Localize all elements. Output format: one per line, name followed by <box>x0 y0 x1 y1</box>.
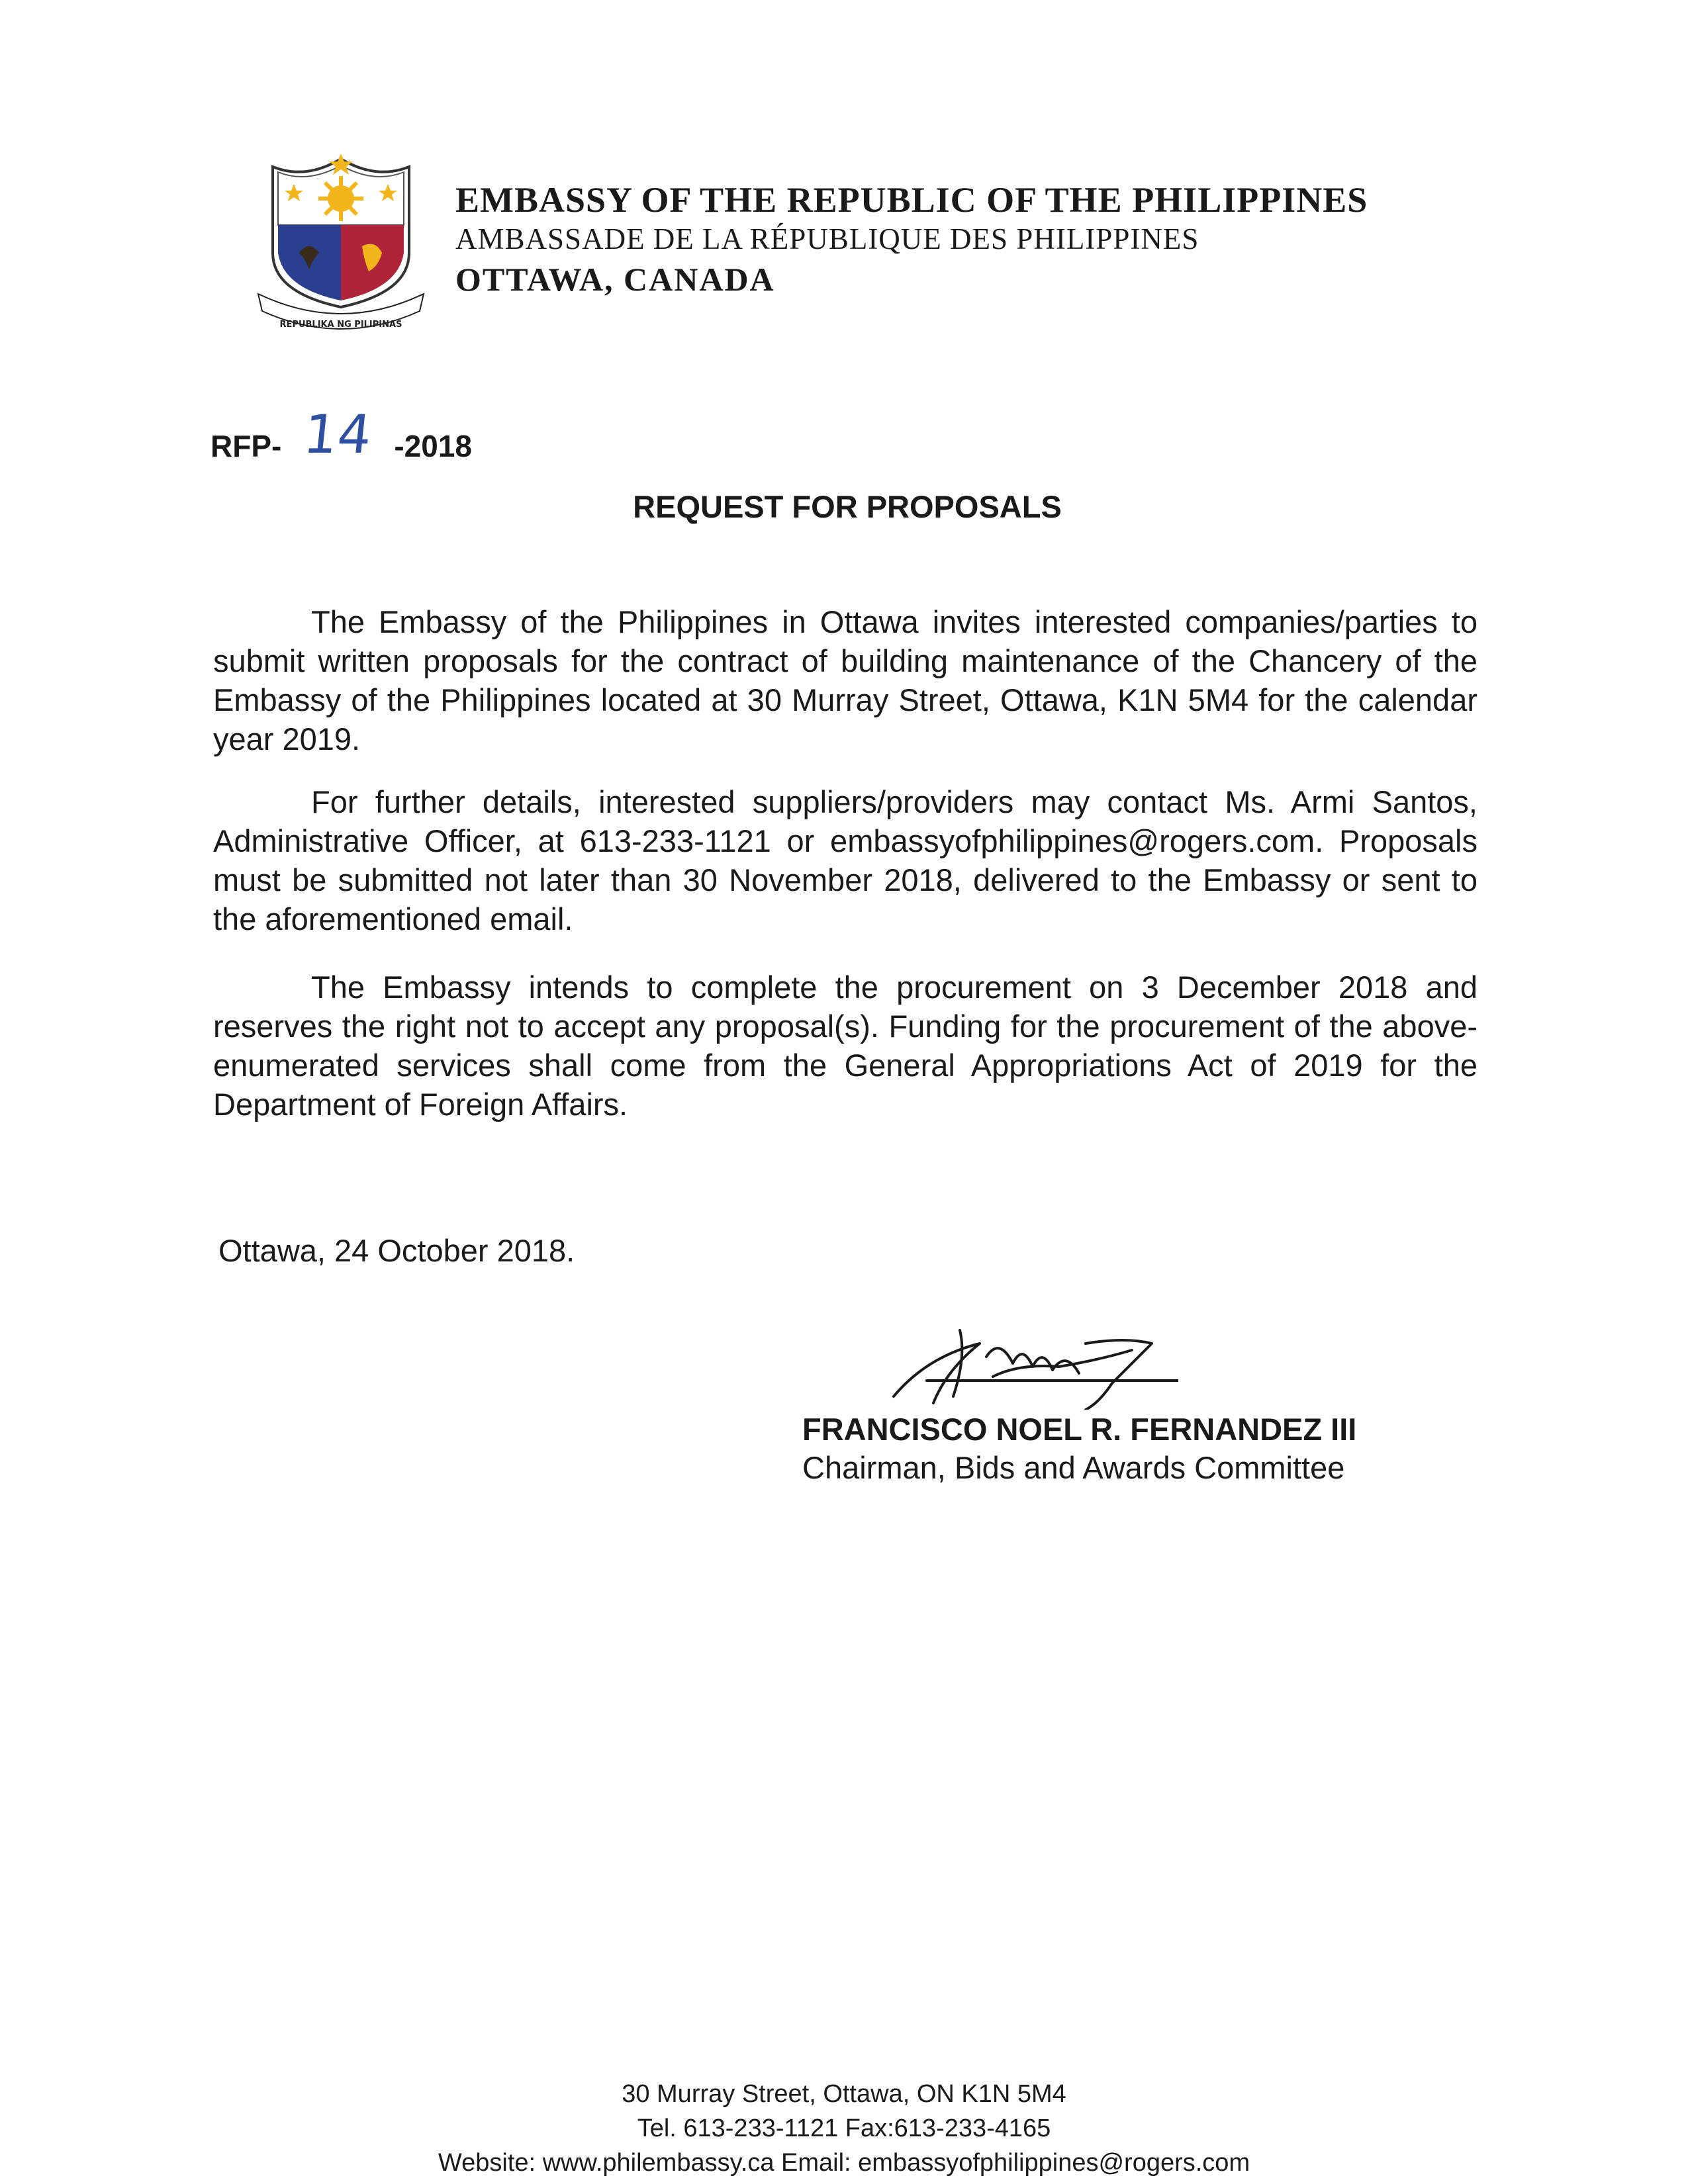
rfp-reference <box>211 404 472 469</box>
body-paragraph-3 <box>213 968 1477 1124</box>
rfp-prefix: RFP- <box>211 429 282 463</box>
paragraph-text: The Embassy of the Philippines in Ottawa invites interested companies/parties to submit written proposals for the contract of building maintenance of the Chancery of the Embassy of the Philippines located at 30 Murray Street, Ottawa, K1N 5M4 for the calendar year 2019. <box>213 604 1477 756</box>
svg-text:REPUBLIKA NG PILIPINAS: REPUBLIKA NG PILIPINAS <box>279 320 402 330</box>
body-paragraph-1 <box>213 602 1477 758</box>
footer-phone-fax: Tel. 613-233-1121 Fax:613-233-4165 <box>637 2115 1051 2142</box>
rfp-handwritten-number: 14 <box>301 404 375 465</box>
paragraph-text: For further details, interested suppliers/providers may contact Ms. Armi Santos, Administrative Officer, at 613-233-1121 or embassyofphilippines@rogers.com. Proposals must be submitted not later than 30 November 2018, delivered to the Embassy or sent to the aforementioned email. <box>213 784 1477 936</box>
rfp-year: -2018 <box>394 429 472 463</box>
footer-address: 30 Murray Street, Ottawa, ON K1N 5M4 <box>622 2080 1066 2108</box>
letterhead <box>455 180 1368 300</box>
paragraph-text: The Embassy intends to complete the procurement on 3 December 2018 and reserves the right not to accept any proposal(s). Funding for the procurement of the above-enumerated services shall come from the General Appropriations Act of 2019 for the Department of Foreign Affairs. <box>213 970 1477 1122</box>
handwritten-signature <box>887 1317 1178 1410</box>
signatory-name: FRANCISCO NOEL R. FERNANDEZ III <box>802 1412 1357 1447</box>
footer <box>0 2077 1688 2180</box>
signatory-title: Chairman, Bids and Awards Committee <box>802 1450 1345 1485</box>
dateline: Ottawa, 24 October 2018. <box>218 1233 575 1268</box>
embassy-location: OTTAWA, CANADA <box>455 261 775 298</box>
footer-web-email: Website: www.philembassy.ca Email: embassyofphilippines@rogers.com <box>438 2149 1250 2177</box>
body-paragraph-2 <box>213 782 1477 938</box>
embassy-name-english: EMBASSY OF THE REPUBLIC OF THE PHILIPPINES <box>455 180 1368 220</box>
document-title: REQUEST FOR PROPOSALS <box>633 489 1062 524</box>
philippine-coat-of-arms-seal <box>246 154 436 352</box>
embassy-name-french: AMBASSADE DE LA RÉPUBLIQUE DES PHILIPPINES <box>455 222 1199 255</box>
